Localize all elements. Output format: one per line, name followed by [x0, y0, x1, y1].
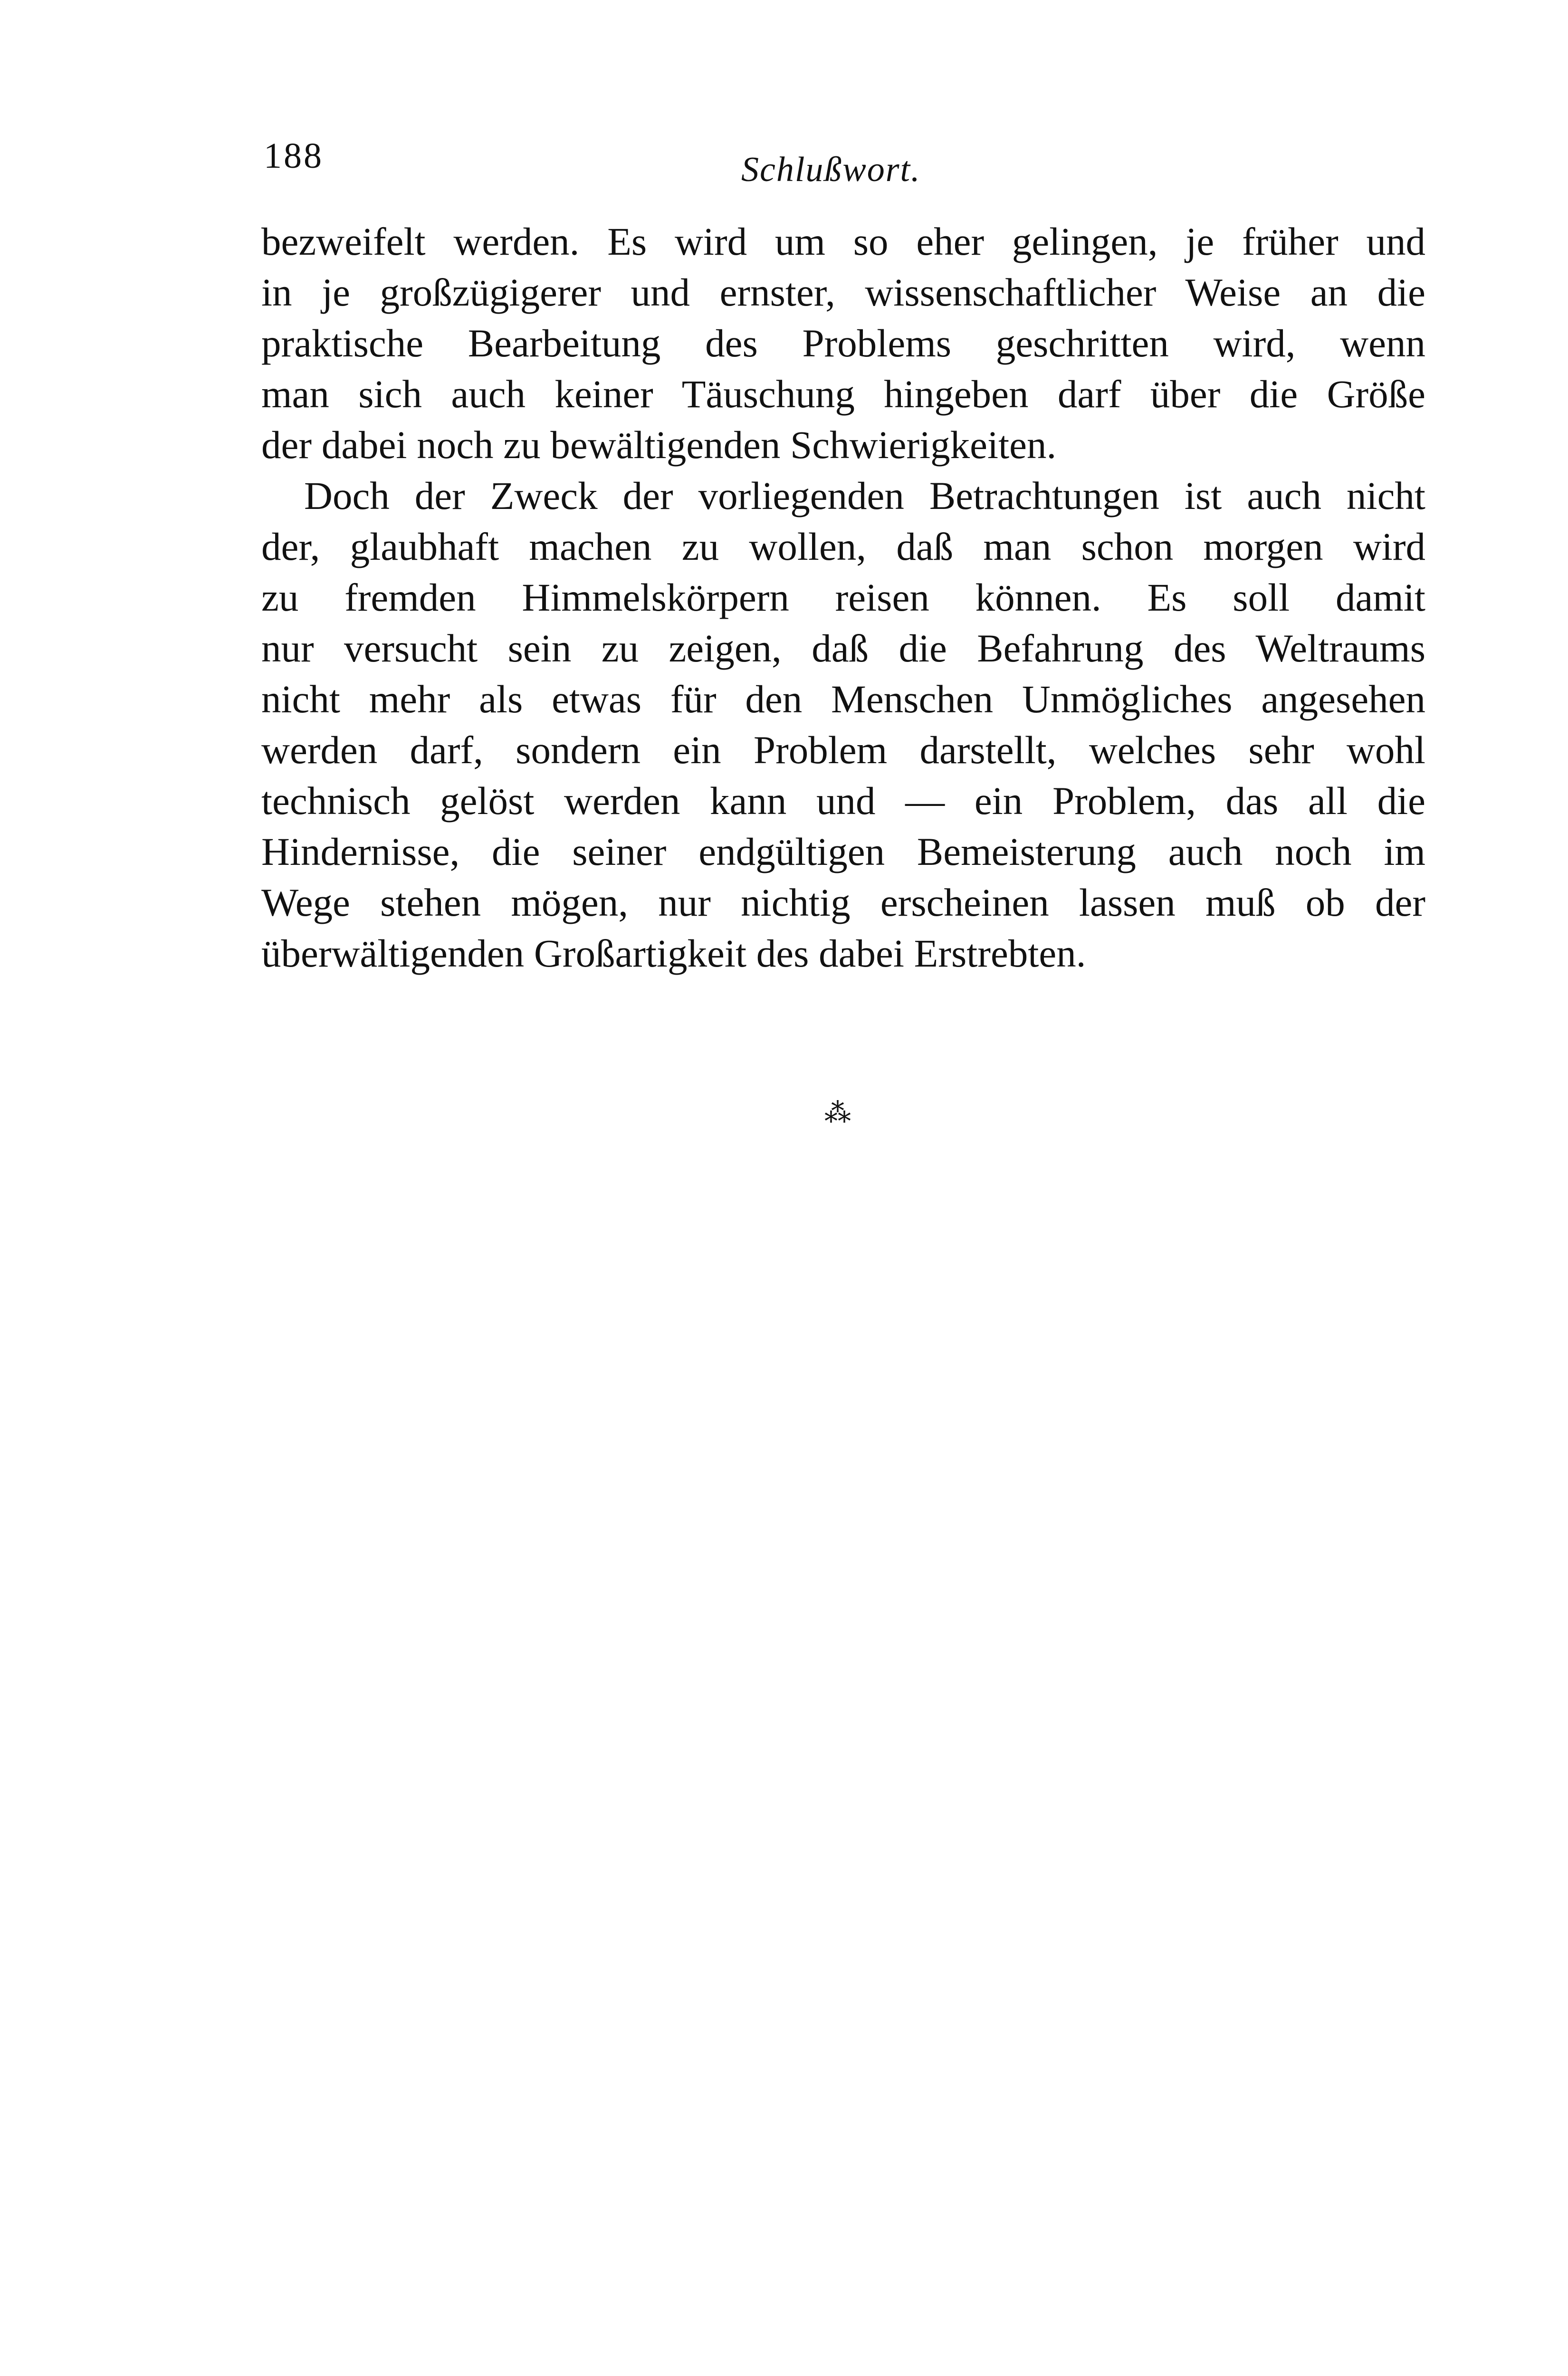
text-line: nur versucht sein zu zeigen, daß die Befahrung des Weltraums — [261, 626, 1425, 670]
body-text — [261, 216, 1425, 979]
text-line: technisch gelöst werden kann und — ein Problem, das all die — [261, 779, 1425, 823]
page-number: 188 — [264, 136, 324, 176]
text-line: Wege stehen mögen, nur nichtig erscheinen lassen muß ob der — [261, 881, 1425, 924]
section-end-ornament: ⁂ — [824, 1099, 851, 1128]
text-line: man sich auch keiner Täuschung hingeben darf über die Größe — [261, 372, 1425, 416]
text-line: werden darf, sondern ein Problem darstellt, welches sehr wohl — [261, 728, 1425, 772]
text-line: in je großzügigerer und ernster, wissenschaftlicher Weise an die — [261, 270, 1425, 314]
text-line: praktische Bearbeitung des Problems geschritten wird, wenn — [261, 321, 1425, 365]
text-line: bezweifelt werden. Es wird um so eher gelingen, je früher und — [261, 220, 1425, 263]
text-line: der dabei noch zu bewältigenden Schwierigkeiten. — [261, 423, 1057, 467]
paragraph — [261, 470, 1425, 979]
text-line: Hindernisse, die seiner endgültigen Bemeisterung auch noch im — [261, 830, 1425, 873]
text-line: zu fremden Himmelskörpern reisen können. Es soll damit — [261, 575, 1425, 619]
text-line: überwältigenden Großartigkeit des dabei Erstrebten. — [261, 931, 1086, 975]
text-line: der, glaubhaft machen zu wollen, daß man schon morgen wird — [261, 525, 1425, 568]
paragraph — [261, 216, 1425, 470]
running-head: Schlußwort. — [741, 150, 921, 189]
text-line: Doch der Zweck der vorliegenden Betrachtungen ist auch nicht — [304, 474, 1425, 517]
text-line: nicht mehr als etwas für den Menschen Unmögliches angesehen — [261, 677, 1425, 721]
